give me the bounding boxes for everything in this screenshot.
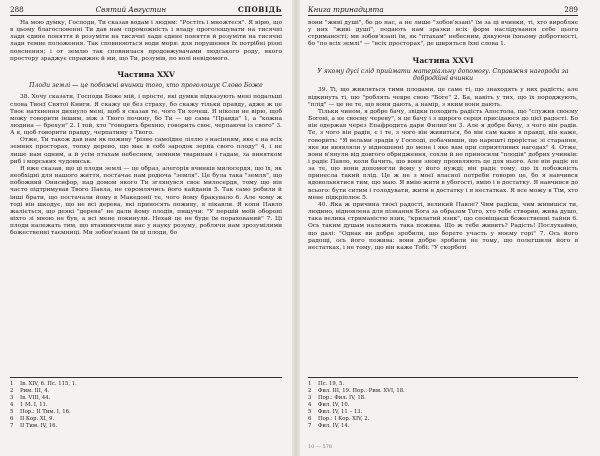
right-chapter-epigraph: У якому дусі слід приймати матеріальну допомогу. Справжня нагорода за добродійні вчинки	[317, 67, 569, 83]
left-running-title: СПОВІДЬ	[237, 5, 282, 14]
footnote: 6 Пор.: І Кор. XIV, 2.	[308, 416, 370, 422]
paragraph-38b: Отже, Ти також дав нам як поживу "різне самоїдне ліллю з насінням, яке є на всіх земних просторах, топку дерево, що має в собі зародок зерна свого плоду" 4, і не лише нам одним, а й усім птахам небесним, земним тваринам і гадам, за винятком риб і морських чудовиськ.	[10, 137, 282, 165]
paragraph-40: 40. Яка ж причина твоєї радості, великий Павле? Чим радієш, чим живишся ти, людино, відновлена для пізнання Бога за образом Того, хто тебе створив, жива душо, така велика стриманістю язик, "крилатий язик", що сповіщаєш божественні тайни 6. Ось таким душам належить така пожива. Що ж тебе живить? Радість! Послухаймо, що далі: "Однак ви добре зробили, що берете участь у моєму горі" 7. Ось його радощі, ось його пожива: вони добре зробили не тому, що полегшили його в нестатках, і не тому, що він каже Тобі: "У скорботі	[308, 201, 578, 251]
footnote: 5 Пор.: ІІ Тим. І, 16.	[10, 409, 71, 415]
left-intro-paragraph: На мою думку, Господи, Ти сказав водам і людям: "Ростіть і множтеся". Я вірю, що в цьому благословенні Ти дав нам спроможність і владу проголошувати на тисячні ладн єдине поняття й розуміти на тисячні ладн єдине поняття й розуміти на тисячні ладн темне положення. Так сповнюються води моря: для порушення їх потрібні різні пояснення; і от землю так сповнилася продовжувачами людського роду, якого простору зраджує справжнє й ми, що Ти, розумів, по волі невідомого.	[10, 20, 282, 62]
right-chapter-title: Частина XXVI	[412, 55, 474, 65]
footnote: 2 Рим. III, 4.	[10, 388, 50, 394]
right-running-head	[308, 4, 578, 16]
printer-signature-mark: 10 — 578	[308, 444, 333, 450]
footnote: 3 Пор.: Фил. IV, 18.	[308, 395, 366, 401]
left-chapter-epigraph: Плоди землі — це побожні вчинки того, хто проголошує Слово Боже	[29, 81, 263, 89]
footnote: 7 ІІ Тим. IV, 16.	[10, 423, 58, 429]
right-intro-paragraph: вони "живі душі", бо до нас, а не лише "зобов'язані" їм за ці вчинки, ті, хто виробляє у них "живі душі", подають нам зразки всіх форм наслідування себе цього стриманості; ми зобов'язані їм, як "птахам" небесним, дякуючи їхньому добротності, бо "по всіх землі" — "всіх просторах", де ширяться їхні слова 1.	[308, 20, 578, 48]
footnote: 1 Пс. 19, 5.	[308, 381, 345, 387]
left-footnotes	[10, 377, 282, 430]
footnote: 6 ІІ Кор. XI, 9.	[10, 416, 55, 422]
left-chapter-title: Частина XXV	[117, 69, 175, 79]
left-page	[0, 0, 288, 456]
right-page-number: 289	[564, 5, 578, 14]
book-gutter	[292, 0, 300, 456]
paragraph-39a: 39. Ті, що живляться тими плодами, це саме ті, що знаходять у них радість; але відкинуть ті, що "роблять чевре свою "Боге" 2. Ба, навіть у тих, що їх породжують, "плід" — це не те, що вони дають, а намір, з яким вони дають.	[308, 87, 578, 108]
right-page	[300, 0, 588, 456]
paragraph-38a: 38. Хочу сказати, Господи Боже мій, і просте, які думки підказують мені подальші слова Твоєї Святої Книги. Я скажу це без страху, бо скажу тільки правду, адже ж це Твоє натхнення дихнуло мені, щоб я сказав те, чого Ти хочеш. Я ніколи не вірю, щоб можу говорити іншим, ніж з Твого почину, бо Ти — це сама "Правда" 1, а "кожна людина — брехун" 2. І той, хто "говорить брехню, говорить своє, черпаючи із свого" 3. А я, щоб говорити правду, черпатиму з Твого.	[10, 94, 282, 137]
right-footnotes	[308, 377, 578, 430]
paragraph-38c: Я вже сказав, що ці плоди землі — це образ, алегорія вчинків милосердя, що їх, як необхідні для нашого життя, постачає нам родюча "земля". Це була така "земля", що побожний Онисифор, над домом якого Ти зглянувся своє милосердя, тому що він часто підтримував Твого Павла, не соромлячись його кайданів 5. Так само робили й інші брати, що постачали йому в Македонії те, чого йому бракувало 6. Але чому ж тоді він шкодує, що не всі дерева, які приносять поживу, я пікавли. Я копи Павло жаліється, що деякі "дерева" не дали йому плодів, пишучи: "У першій моїй обороні ніхто зі мною не був, а всі мене покинули. Нехай це не буде їм порахований" 7. Ці плоди належать тим, що втамнихчили нас у науку розуму, роблячи нам зрозумілими божественні таємниці. Ми зобов'язані їм ці плоди, бо	[10, 165, 282, 237]
right-running-title: Книга тринадцята	[308, 5, 384, 14]
paragraph-39b: Тільки чином, я добре бачу, звідки походить радість Апостола, що "служив своєму Богові, а не своєму череву", я це бачу і з щирого серця присідаюся до цієї радості. Бо він одержав через Епафродита дари Филип'ян 3. Але я добре бачу, з чого він радів. Те, з чого він радів, є і те, з чого він живиться, бо він сам каже в правді, він каже, говорить: "Я вельми зрадів у Господі, побачивши, що нарешті прорістає зі старання, яке ви виявляли у відношенні до мене і яке вам при сприятливих нагодах" 4. Отже, вони в'янули від довгого обридження, сохли й не приносили "плодів" добрих учинків: і радіє Павло, коли бачить, що вони знову проявляють це для нього. Але він радіє не за те, що вони допомогли йому у його нужді; він радіє тому, що їх побожність принесла такий плід. Це ж не з моєї власної потреби говорю це, бо я навчився вдовольнятися тим, що маю. Я вмію жити в убогості, вмію і в достатку. Я навчився до всього: бути ситим і голодувати, жити в достатку і в нестатках. Я все можу в Тім, хто мене підкріплює 5.	[308, 108, 578, 201]
footnote: 3 Ів. VIII, 44.	[10, 395, 51, 401]
footnote: 4 Фил. IV, 10.	[308, 402, 350, 408]
left-page-number: 288	[10, 5, 24, 14]
left-running-head	[10, 4, 282, 16]
left-running-author: Святий Августин	[95, 5, 167, 14]
footnote: 2 Фил. III, 19. Пор.: Рим. XVI, 18.	[308, 388, 405, 394]
footnote: 7 Фил. IV, 14.	[308, 423, 350, 429]
footnote: 1 Ів. XIV, 6. Пс. 115, 1.	[10, 381, 77, 387]
footnote: 5 Фил. IV, 11 – 13.	[308, 409, 363, 415]
footnote: 4 1 М. І, 11.	[10, 402, 48, 408]
